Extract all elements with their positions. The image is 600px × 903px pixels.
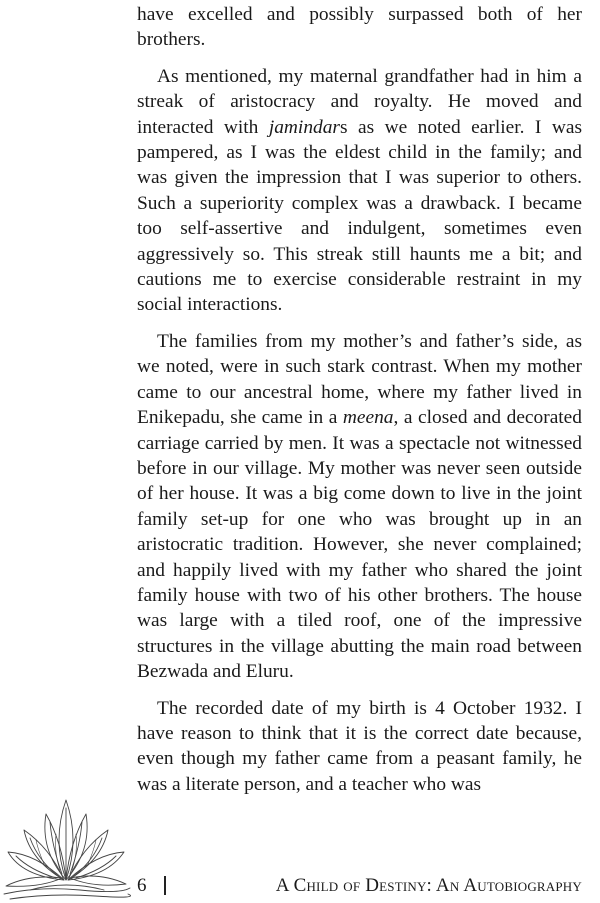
paragraph bbox=[137, 2, 582, 53]
text-segment: , a closed and decorated carriage carried by men. It was a spectacle not witnessed before in our village. My mother was never seen outside of her house. It was a big come down to live in the joint family set-up for one who was brought up in an aristocratic tradition. However, she never complained; and happily lived with my father who shared the joint family house with two of his other brothers. The house was large with a tiled roof, one of the impressive structures in the village abutting the main road between Bezwada and Eluru. bbox=[137, 407, 582, 683]
body-text bbox=[137, 2, 582, 808]
paragraph bbox=[137, 329, 582, 685]
text-segment: have excelled and possibly surpassed both of her brothers. bbox=[137, 4, 582, 51]
page-number: 6 bbox=[137, 875, 147, 896]
text-segment: s as we noted earlier. I was pampered, as I was the eldest child in the family; and was given the impression that I was superior to others. Such a superiority complex was a drawback. I became too self-assertive and indulgent, sometimes even aggressively so. This streak still haunts me a bit; and cautions me to exercise considerable restraint in my social interactions. bbox=[137, 116, 583, 316]
italic-term: meena bbox=[342, 407, 394, 429]
text-segment: The families from my mother’s and father’s side, as we noted, were in such stark contrast. When my mother came to our ancestral home, where my father lived in Enikepadu, she came in a bbox=[137, 330, 582, 429]
paragraph bbox=[137, 64, 582, 318]
page-footer bbox=[137, 874, 582, 898]
text-segment: The recorded date of my birth is 4 October 1932. I have reason to think that it is the correct date because, even though my father came from a peasant family, he was a literate person, and a teacher who was bbox=[137, 697, 582, 795]
lotus-flower-icon bbox=[0, 790, 132, 902]
text-segment: As mentioned, my maternal grandfather had in him a streak of aristocracy and royalty. He moved and interacted with bbox=[137, 65, 582, 138]
running-header-title: A Child of Destiny: An Autobiography bbox=[275, 875, 582, 896]
footer-separator bbox=[164, 876, 166, 895]
paragraph bbox=[137, 696, 582, 798]
italic-term: jamindar bbox=[268, 116, 340, 138]
